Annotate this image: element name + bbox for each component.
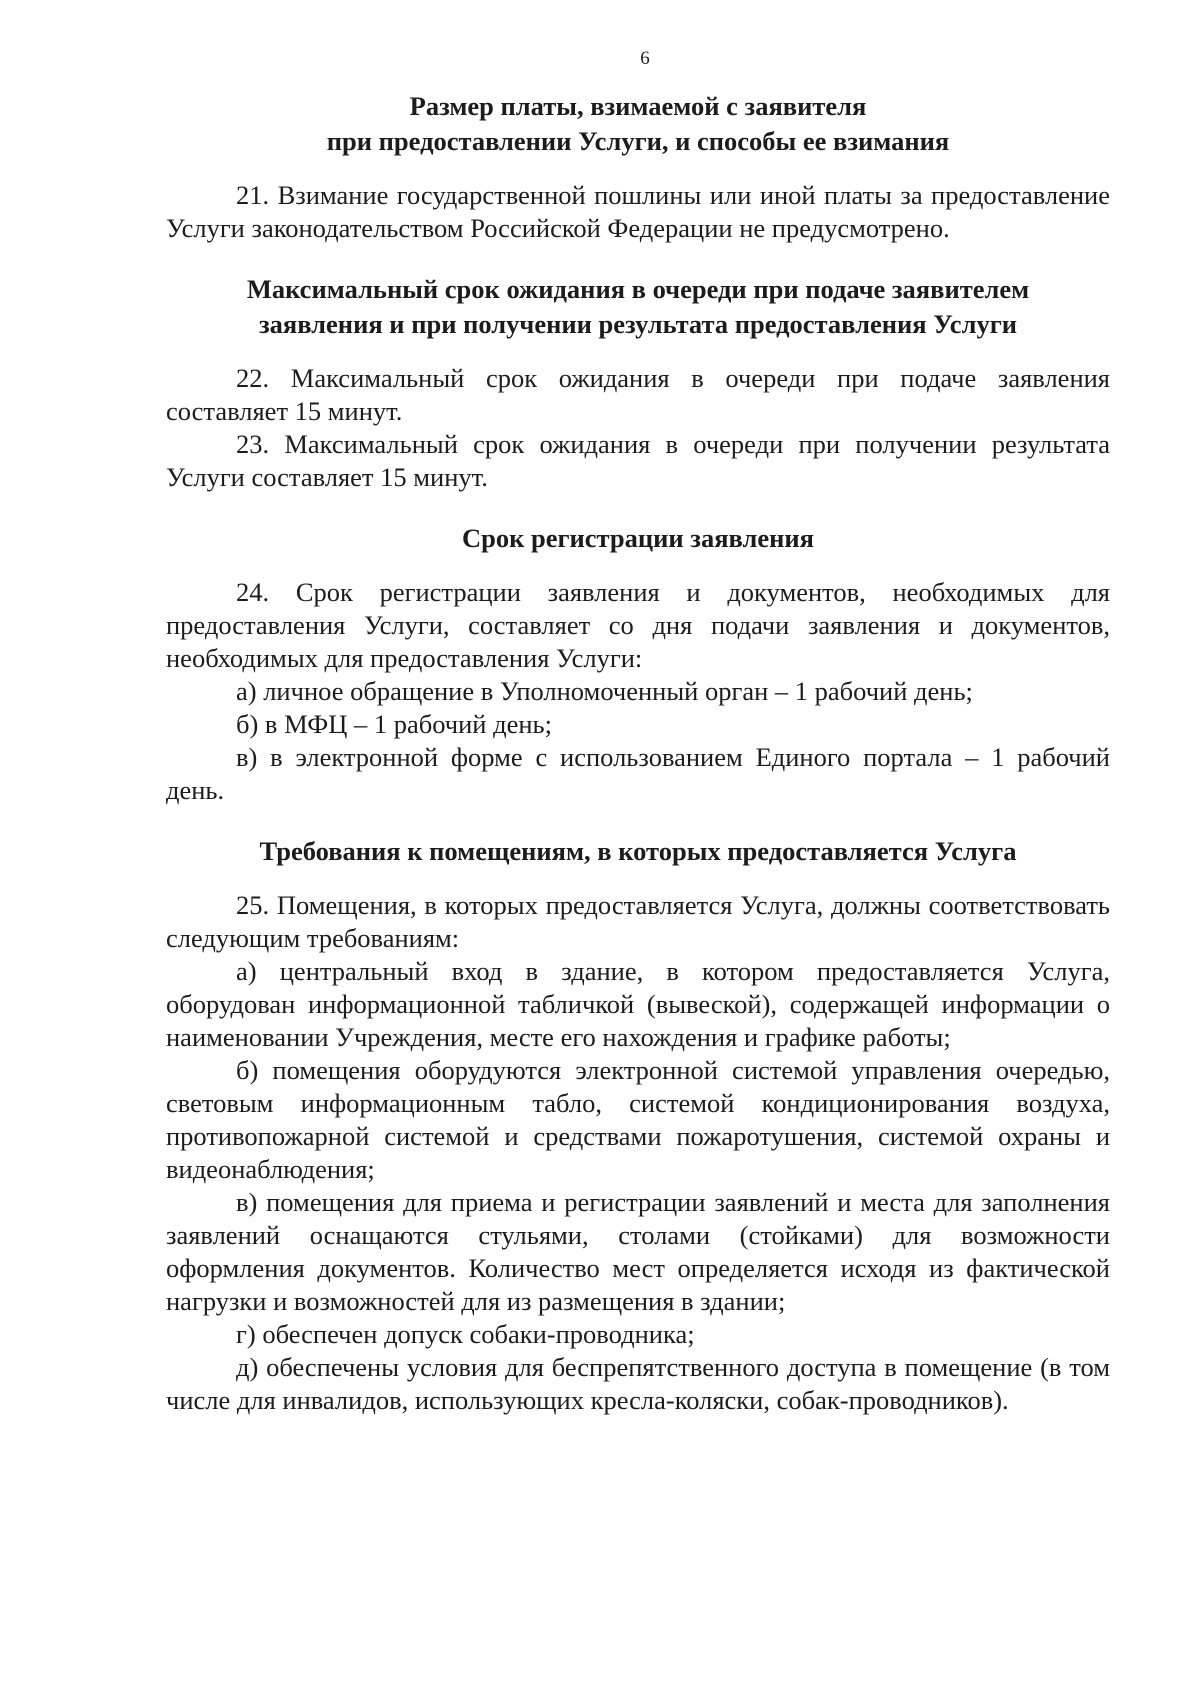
heading-line: Требования к помещениям, в которых предоставляется Услуга	[259, 836, 1017, 866]
paragraph-25: 25. Помещения, в которых предоставляется Услуга, должны соответствовать следующим требованиям:	[166, 890, 1110, 953]
list-item-25b: б) помещения оборудуются электронной системой управления очередью, световым информационным табло, системой кондиционирования воздуха, противопожарной системой и средствами пожаротушения, системой охраны и видеонаблюдения;	[166, 1055, 1110, 1184]
list-item-25c: в) помещения для приема и регистрации заявлений и места для заполнения заявлений оснащаются стульями, столами (стойками) для возможности оформления документов. Количество мест определяется исходя из фактической нагрузки и возможностей для из размещения в здании;	[166, 1187, 1110, 1316]
page-number: 6	[640, 48, 650, 69]
section-heading-queue-time	[166, 272, 1110, 342]
section-heading-premises	[166, 834, 1110, 869]
paragraph-24: 24. Срок регистрации заявления и документов, необходимых для предоставления Услуги, составляет со дня подачи заявления и документов, необходимых для предоставления Услуги:	[166, 577, 1110, 673]
paragraph-23: 23. Максимальный срок ожидания в очереди при получении результата Услуги составляет 15 минут.	[166, 429, 1110, 492]
section-heading-registration-time	[166, 521, 1110, 556]
list-item-24c: в) в электронной форме с использованием Единого портала – 1 рабочий день.	[166, 742, 1110, 805]
paragraph-22: 22. Максимальный срок ожидания в очереди при подаче заявления составляет 15 минут.	[166, 363, 1110, 426]
list-item-25e: д) обеспечены условия для беспрепятственного доступа в помещение (в том числе для инвалидов, использующих кресла-коляски, собак-проводников).	[166, 1352, 1110, 1415]
heading-line: при предоставлении Услуги, и способы ее взимания	[326, 126, 950, 156]
list-item-24b: б) в МФЦ – 1 рабочий день;	[236, 709, 552, 739]
list-item-24a: а) личное обращение в Уполномоченный орган – 1 рабочий день;	[236, 676, 973, 706]
heading-line: Максимальный срок ожидания в очереди при подаче заявителем	[246, 274, 1030, 304]
list-item-25a: а) центральный вход в здание, в котором предоставляется Услуга, оборудован информационной табличкой (вывеской), содержащей информации о наименовании Учреждения, месте его нахождения и графике работы;	[166, 956, 1110, 1052]
heading-line: заявления и при получении результата предоставления Услуги	[258, 309, 1017, 339]
document-page	[166, 48, 1110, 1417]
paragraph-21: 21. Взимание государственной пошлины или иной платы за предоставление Услуги законодательством Российской Федерации не предусмотрено.	[166, 180, 1110, 243]
heading-line: Размер платы, взимаемой с заявителя	[409, 91, 867, 121]
heading-line: Срок регистрации заявления	[461, 523, 815, 553]
list-item-25d: г) обеспечен допуск собаки-проводника;	[236, 1319, 695, 1349]
section-heading-fee	[166, 89, 1110, 159]
